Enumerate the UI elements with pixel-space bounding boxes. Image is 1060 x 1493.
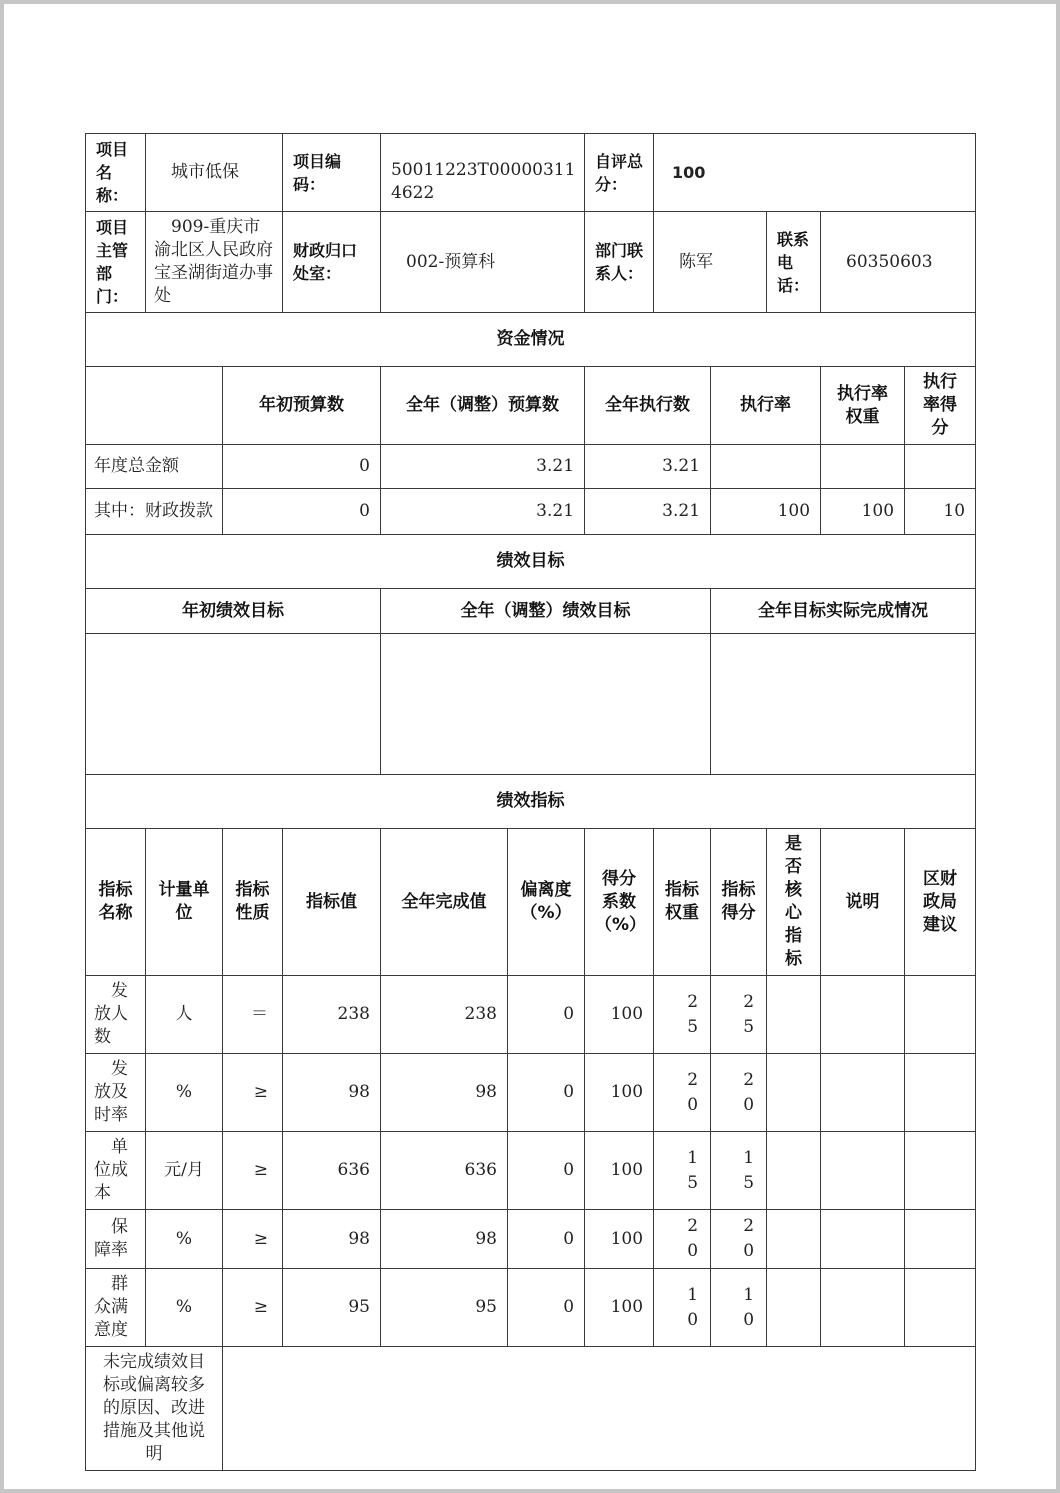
weight-cell: 10 [654,1269,711,1347]
finance-office-label: 财政归口处室： [283,212,381,313]
adjusted-budget-cell: 3.21 [381,445,585,489]
funds-col-adjusted-budget: 全年（调整）预算数 [381,367,585,445]
funds-col-rate-score: 执行率得分 [905,367,976,445]
funds-row-label: 其中：财政拨款 [86,489,223,535]
core-indicator-cell [767,1132,821,1210]
target-value-cell: 95 [283,1269,381,1347]
department-value: 909-重庆市渝北区人民政府宝圣湖街道办事处 [146,212,283,313]
project-code-value: 50011223T000003114622 [381,134,585,212]
nature-cell: ≥ [223,1132,283,1210]
funds-row-label: 年度总金额 [86,445,223,489]
actual-value-cell: 98 [381,1054,508,1132]
notes-content [223,1347,976,1471]
finance-bureau-advice-cell [905,1132,976,1210]
adjusted-goal-content [381,634,711,775]
funds-col-execution-rate: 执行率 [711,367,821,445]
executed-cell: 3.21 [585,489,711,535]
col-deviation: 偏离度（%） [508,829,585,976]
rate-weight-cell [821,445,905,489]
core-indicator-cell [767,1269,821,1347]
goals-content-row [86,634,976,775]
unit-cell: % [146,1269,223,1347]
deviation-cell: 0 [508,1054,585,1132]
goals-col-actual: 全年目标实际完成情况 [711,589,976,634]
score-coefficient-cell: 100 [585,976,654,1054]
score-coefficient-cell: 100 [585,1132,654,1210]
funds-header-row [86,367,976,445]
indicator-row [86,1132,976,1210]
finance-bureau-advice-cell [905,976,976,1054]
goals-header-row [86,589,976,634]
funds-col-initial-budget: 年初预算数 [223,367,381,445]
performance-evaluation-table [85,133,976,1471]
department-info-row [86,212,976,313]
core-indicator-cell [767,1210,821,1269]
goals-section-title: 绩效目标 [86,535,976,589]
rate-weight-cell: 100 [821,489,905,535]
col-nature: 指标性质 [223,829,283,976]
core-indicator-cell [767,1054,821,1132]
remarks-cell [821,1054,905,1132]
col-unit: 计量单位 [146,829,223,976]
core-indicator-cell [767,976,821,1054]
weight-cell: 20 [654,1210,711,1269]
executed-cell: 3.21 [585,445,711,489]
finance-bureau-advice-cell [905,1269,976,1347]
score-coefficient-cell: 100 [585,1210,654,1269]
nature-cell: ＝ [223,976,283,1054]
unit-cell: 元/月 [146,1132,223,1210]
finance-bureau-advice-cell [905,1054,976,1132]
execution-rate-cell [711,445,821,489]
phone-label: 联系电话： [767,212,821,313]
indicators-section-title: 绩效指标 [86,775,976,829]
nature-cell: ≥ [223,1054,283,1132]
notes-row [86,1347,976,1471]
contact-label: 部门联系人： [585,212,654,313]
col-score-coefficient: 得分系数（%） [585,829,654,976]
remarks-cell [821,976,905,1054]
col-core-indicator: 是否核心指标 [767,829,821,976]
initial-budget-cell: 0 [223,445,381,489]
project-info-row [86,134,976,212]
funds-section-row [86,313,976,367]
remarks-cell [821,1269,905,1347]
indicator-name-cell: 单位成本 [86,1132,146,1210]
indicator-name-cell: 发放人数 [86,976,146,1054]
indicators-section-row [86,775,976,829]
deviation-cell: 0 [508,1269,585,1347]
actual-value-cell: 636 [381,1132,508,1210]
col-finance-bureau-advice: 区财政局建议 [905,829,976,976]
indicator-name-cell: 发放及时率 [86,1054,146,1132]
col-target-value: 指标值 [283,829,381,976]
self-score-label: 自评总分： [585,134,654,212]
execution-rate-cell: 100 [711,489,821,535]
unit-cell: % [146,1054,223,1132]
score-cell: 10 [711,1269,767,1347]
funds-row-fiscal [86,489,976,535]
indicator-row [86,1054,976,1132]
col-actual-value: 全年完成值 [381,829,508,976]
indicator-name-cell: 保障率 [86,1210,146,1269]
notes-label: 未完成绩效目标或偏离较多的原因、改进措施及其他说明 [86,1347,223,1471]
finance-office-value: 002-预算科 [381,212,585,313]
col-indicator-name: 指标名称 [86,829,146,976]
remarks-cell [821,1132,905,1210]
score-cell: 15 [711,1132,767,1210]
remarks-cell [821,1210,905,1269]
deviation-cell: 0 [508,1132,585,1210]
rate-score-cell: 10 [905,489,976,535]
funds-col-executed: 全年执行数 [585,367,711,445]
indicator-row [86,1210,976,1269]
department-label: 项目主管部门： [86,212,146,313]
target-value-cell: 238 [283,976,381,1054]
col-weight: 指标权重 [654,829,711,976]
funds-section-title: 资金情况 [86,313,976,367]
target-value-cell: 636 [283,1132,381,1210]
actual-value-cell: 238 [381,976,508,1054]
score-cell: 20 [711,1054,767,1132]
phone-value: 60350603 [821,212,976,313]
indicator-name-cell: 群众满意度 [86,1269,146,1347]
deviation-cell: 0 [508,976,585,1054]
score-coefficient-cell: 100 [585,1054,654,1132]
weight-cell: 20 [654,1054,711,1132]
project-name-value: 城市低保 [146,134,283,212]
col-score: 指标得分 [711,829,767,976]
nature-cell: ≥ [223,1269,283,1347]
nature-cell: ≥ [223,1210,283,1269]
score-cell: 20 [711,1210,767,1269]
finance-bureau-advice-cell [905,1210,976,1269]
deviation-cell: 0 [508,1210,585,1269]
col-remarks: 说明 [821,829,905,976]
target-value-cell: 98 [283,1054,381,1132]
indicator-row [86,1269,976,1347]
rate-score-cell [905,445,976,489]
score-coefficient-cell: 100 [585,1269,654,1347]
self-score-value: 100 [654,134,976,212]
score-cell: 25 [711,976,767,1054]
funds-header-blank [86,367,223,445]
target-value-cell: 98 [283,1210,381,1269]
weight-cell: 25 [654,976,711,1054]
actual-completion-content [711,634,976,775]
goals-section-row [86,535,976,589]
goals-col-adjusted: 全年（调整）绩效目标 [381,589,711,634]
project-name-label: 项目名称： [86,134,146,212]
indicators-header-row [86,829,976,976]
project-code-label: 项目编码： [283,134,381,212]
weight-cell: 15 [654,1132,711,1210]
goals-col-initial: 年初绩效目标 [86,589,381,634]
contact-value: 陈军 [654,212,767,313]
initial-goal-content [86,634,381,775]
initial-budget-cell: 0 [223,489,381,535]
unit-cell: % [146,1210,223,1269]
unit-cell: 人 [146,976,223,1054]
indicator-row [86,976,976,1054]
adjusted-budget-cell: 3.21 [381,489,585,535]
actual-value-cell: 95 [381,1269,508,1347]
actual-value-cell: 98 [381,1210,508,1269]
funds-row-total [86,445,976,489]
funds-col-rate-weight: 执行率权重 [821,367,905,445]
